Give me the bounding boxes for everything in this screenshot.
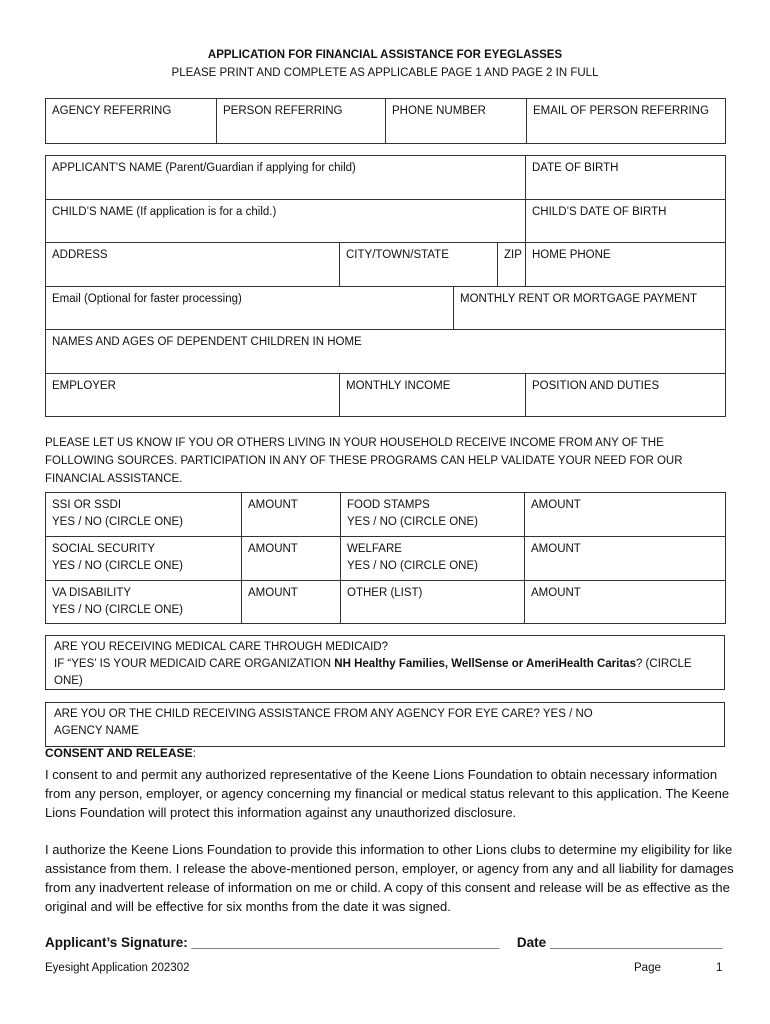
amount-label: AMOUNT <box>248 543 298 555</box>
food-stamps-field[interactable] <box>341 493 525 537</box>
footer-page-number: 1 <box>716 962 723 974</box>
income-sources-table <box>45 492 726 624</box>
zip-label: ZIP <box>504 249 522 261</box>
date-of-birth-label: DATE OF BIRTH <box>532 162 619 174</box>
eyecare-assistance-box[interactable] <box>45 702 725 747</box>
city-town-state-field[interactable] <box>340 243 498 287</box>
signature-date-label: Date _______________________ <box>516 935 723 950</box>
applicant-email-label: Email (Optional for faster processing) <box>52 293 242 305</box>
home-phone-field[interactable] <box>526 243 726 287</box>
amount-label: AMOUNT <box>248 499 298 511</box>
ssi-ssdi-field[interactable] <box>46 493 242 537</box>
referrer-email-label: EMAIL OF PERSON REFERRING <box>533 105 709 117</box>
applicant-email-field[interactable] <box>46 287 454 330</box>
consent-paragraph-1: I consent to and permit any authorized representative of the Keene Lions Foundation to obtain necessary information from any person, employer, or agency concerning my financial or medical status relevant to this application. The Keene Lions Foundation will protect this information against any unauthorized disclosure. <box>45 767 730 820</box>
monthly-income-field[interactable] <box>340 374 526 417</box>
dependent-children-field[interactable] <box>46 330 726 374</box>
employer-field[interactable] <box>46 374 340 417</box>
food-stamps-amount-field[interactable] <box>525 493 726 537</box>
phone-number-field[interactable] <box>386 99 527 144</box>
other-amount-field[interactable] <box>525 581 726 624</box>
social-security-field[interactable] <box>46 537 242 581</box>
other-income-label: OTHER (LIST) <box>347 587 423 599</box>
applicant-table <box>45 155 726 417</box>
zip-field[interactable] <box>498 243 526 287</box>
phone-number-label: PHONE NUMBER <box>392 105 486 117</box>
footer-page-label: Page <box>634 962 661 974</box>
medicaid-box[interactable] <box>45 635 725 690</box>
form-title: APPLICATION FOR FINANCIAL ASSISTANCE FOR EYEGLASSES <box>207 49 563 61</box>
monthly-income-label: MONTHLY INCOME <box>346 380 451 392</box>
yes-no-circle-text: YES / NO (CIRCLE ONE) <box>347 560 478 572</box>
person-referring-label: PERSON REFERRING <box>223 105 343 117</box>
child-dob-label: CHILD’S DATE OF BIRTH <box>532 206 667 218</box>
signature-line[interactable] <box>45 935 723 950</box>
agency-name-label: AGENCY NAME <box>54 725 139 737</box>
social-security-amount-field[interactable] <box>242 537 341 581</box>
social-security-label: SOCIAL SECURITY <box>52 543 156 555</box>
va-disability-field[interactable] <box>46 581 242 624</box>
medicaid-org-question: IF “YES’ IS YOUR MEDICAID CARE ORGANIZATION NH Healthy Families, WellSense or AmeriHealth Caritas? (CIRCLE ONE) <box>54 658 692 687</box>
amount-label: AMOUNT <box>531 543 581 555</box>
medicaid-org-names: NH Healthy Families, WellSense or AmeriHealth Caritas <box>334 658 636 670</box>
applicant-name-field[interactable] <box>46 156 526 200</box>
form-subtitle: PLEASE PRINT AND COMPLETE AS APPLICABLE PAGE 1 AND PAGE 2 IN FULL <box>171 67 599 79</box>
welfare-label: WELFARE <box>347 543 402 555</box>
va-disability-label: VA DISABILITY <box>52 587 132 599</box>
other-income-field[interactable] <box>341 581 525 624</box>
applicant-signature-label: Applicant’s Signature: _________________________________________ <box>45 935 500 950</box>
position-duties-field[interactable] <box>526 374 726 417</box>
city-town-state-label: CITY/TOWN/STATE <box>346 249 449 261</box>
referrer-email-field[interactable] <box>527 99 726 144</box>
eyecare-question: ARE YOU OR THE CHILD RECEIVING ASSISTANCE FROM ANY AGENCY FOR EYE CARE? YES / NO <box>54 708 593 720</box>
welfare-field[interactable] <box>341 537 525 581</box>
food-stamps-label: FOOD STAMPS <box>347 499 430 511</box>
home-phone-label: HOME PHONE <box>532 249 611 261</box>
agency-referring-field[interactable] <box>46 99 217 144</box>
applicant-name-label: APPLICANT'S NAME (Parent/Guardian if applying for child) <box>52 162 356 174</box>
position-duties-label: POSITION AND DUTIES <box>532 380 660 392</box>
date-of-birth-field[interactable] <box>526 156 726 200</box>
ssi-ssdi-label: SSI OR SSDI <box>52 499 122 511</box>
consent-heading: CONSENT AND RELEASE: <box>45 746 196 760</box>
person-referring-field[interactable] <box>217 99 386 144</box>
ssi-amount-field[interactable] <box>242 493 341 537</box>
referral-table <box>45 98 726 144</box>
dependent-children-label: NAMES AND AGES OF DEPENDENT CHILDREN IN HOME <box>52 336 362 348</box>
footer-document-id: Eyesight Application 202302 <box>45 962 190 974</box>
amount-label: AMOUNT <box>531 587 581 599</box>
consent-paragraph-2: I authorize the Keene Lions Foundation to provide this information to other Lions clubs to determine my eligibility for like assistance from them. I release the above-mentioned person, employer, or agency from any and all liability for damages from any inadvertent release of information on me or child. A copy of this consent and release will be as effective as the original and will be effective for six months from the date it was signed. <box>45 842 734 914</box>
va-amount-field[interactable] <box>242 581 341 624</box>
amount-label: AMOUNT <box>531 499 581 511</box>
yes-no-circle-text: YES / NO (CIRCLE ONE) <box>347 516 478 528</box>
agency-referring-label: AGENCY REFERRING <box>52 105 172 117</box>
address-label: ADDRESS <box>52 249 108 261</box>
address-field[interactable] <box>46 243 340 287</box>
welfare-amount-field[interactable] <box>525 537 726 581</box>
income-sources-intro: PLEASE LET US KNOW IF YOU OR OTHERS LIVING IN YOUR HOUSEHOLD RECEIVE INCOME FROM ANY OF THE FOLLOWING SOURCES. PARTICIPATION IN ANY OF THESE PROGRAMS CAN HELP VALIDATE YOUR NEED FOR OUR FINANCIAL ASSISTANCE. <box>45 437 683 485</box>
child-name-field[interactable] <box>46 200 526 243</box>
child-dob-field[interactable] <box>526 200 726 243</box>
yes-no-circle-text: YES / NO (CIRCLE ONE) <box>52 560 183 572</box>
employer-label: EMPLOYER <box>52 380 116 392</box>
child-name-label: CHILD’S NAME (If application is for a child.) <box>52 206 277 218</box>
amount-label: AMOUNT <box>248 587 298 599</box>
yes-no-circle-text: YES / NO (CIRCLE ONE) <box>52 604 183 616</box>
monthly-rent-label: MONTHLY RENT OR MORTGAGE PAYMENT <box>460 293 698 305</box>
yes-no-circle-text: YES / NO (CIRCLE ONE) <box>52 516 183 528</box>
medicaid-question: ARE YOU RECEIVING MEDICAL CARE THROUGH MEDICAID? <box>54 641 388 653</box>
monthly-rent-field[interactable] <box>454 287 726 330</box>
